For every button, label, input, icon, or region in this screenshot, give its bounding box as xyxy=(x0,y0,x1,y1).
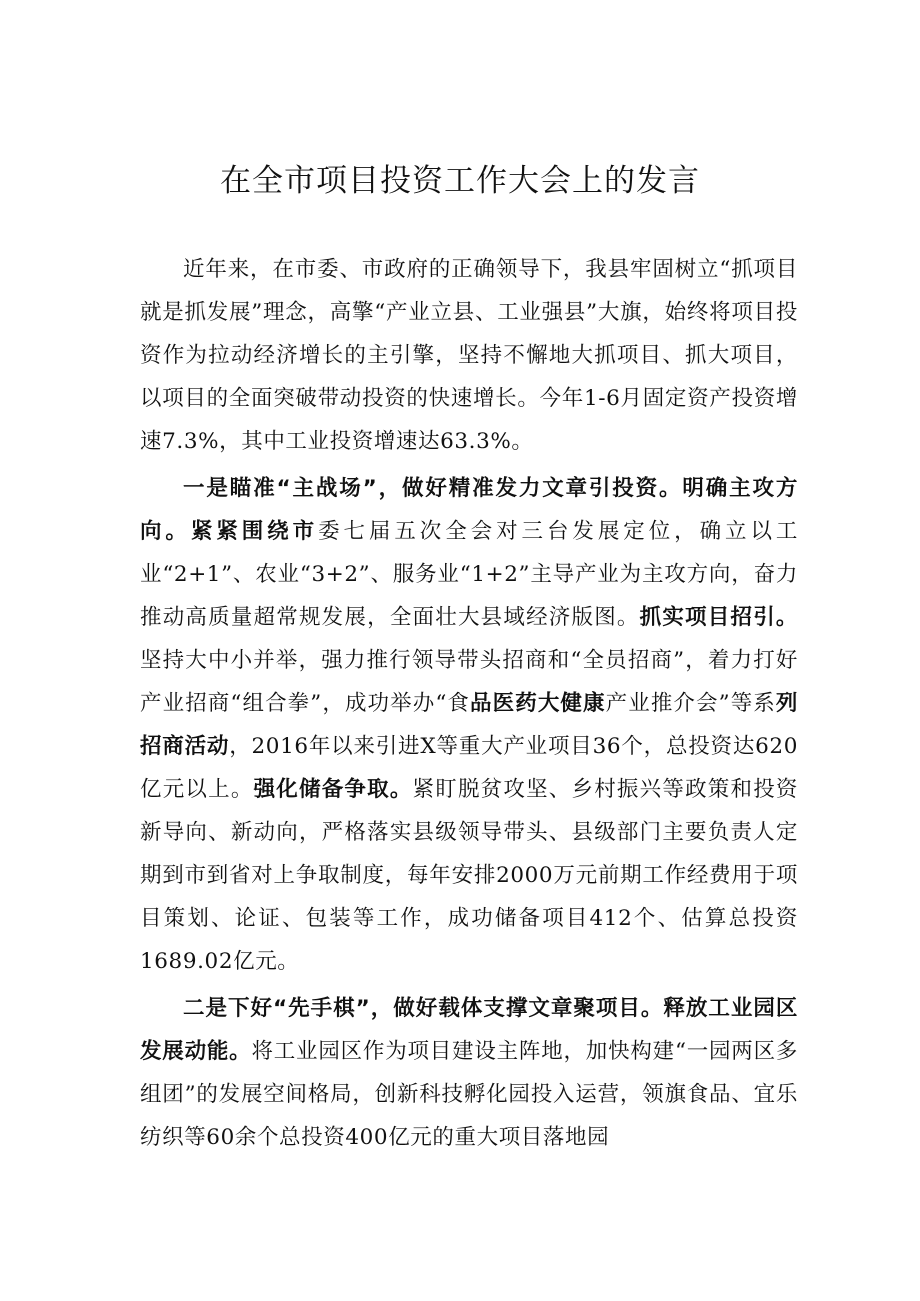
section-one-heading: 一是瞄准“主战场”，做好精准发力文章引投资。明确主攻方向。紧紧围绕市 xyxy=(140,476,798,544)
paragraph-text: 委七届五次全会对三台发展定位，确立以工业“2+1”、农业“3+2”、服务业“1+2”主导产业为主攻方向，奋力推动高质量超常规发展，全面壮大县域经济版图。 xyxy=(140,519,799,630)
bold-phrase: 列招商活动 xyxy=(140,691,799,759)
document-body xyxy=(140,248,798,1159)
paragraph-text: ，2016年以来引进X等重大产业项目36个，总投资达620亿元以上。 xyxy=(140,734,798,802)
subheading-reserve: 强化储备争取。 xyxy=(253,777,413,802)
paragraph-text: 将工业园区作为项目建设主阵地，加快构建“一园两区多组团”的发展空间格局，创新科技孵化园投入运营，领旗食品、宜乐纺织等60余个总投资400亿元的重大项目落地园 xyxy=(140,1039,798,1150)
paragraph-intro xyxy=(140,248,798,463)
paragraph-text: 近年来，在市委、市政府的正确领导下，我县牢固树立“抓项目就是抓发展”理念，高擎“产业立县、工业强县”大旗，始终将项目投资作为拉动经济增长的主引擎，坚持不懈地大抓项目、抓大项目，以项目的全面突破带动投资的快速增长。今年1-6月固定资产投资增速7.3%，其中工业投资增速达63.3%。 xyxy=(140,257,798,454)
bold-phrase: 品医药大健康 xyxy=(470,691,606,716)
section-two-heading: 二是下好“先手棋”，做好载体支撑文章聚项目。释放工业园区发展动能。 xyxy=(140,996,798,1064)
paragraph-section-two xyxy=(140,987,798,1159)
paragraph-section-one xyxy=(140,467,798,983)
paragraph-text: 紧盯脱贫攻坚、乡村振兴等政策和投资新导向、新动向，严格落实县级领导带头、县级部门主要负责人定期到市到省对上争取制度，每年安排2000万元前期工作经费用于项目策划、论证、包装等工作，成功储备项目412个、估算总投资1689.02亿元。 xyxy=(140,777,799,974)
paragraph-text: 坚持大中小并举，强力推行领导带头招商和“全员招商”，着力打好产业招商“组合拳”，成功举办“食 xyxy=(140,648,798,716)
paragraph-text: 产业推介会”等系 xyxy=(605,691,776,716)
document-title: 在全市项目投资工作大会上的发言 xyxy=(220,163,700,199)
subheading-investment-attraction: 抓实项目招引。 xyxy=(639,605,799,630)
